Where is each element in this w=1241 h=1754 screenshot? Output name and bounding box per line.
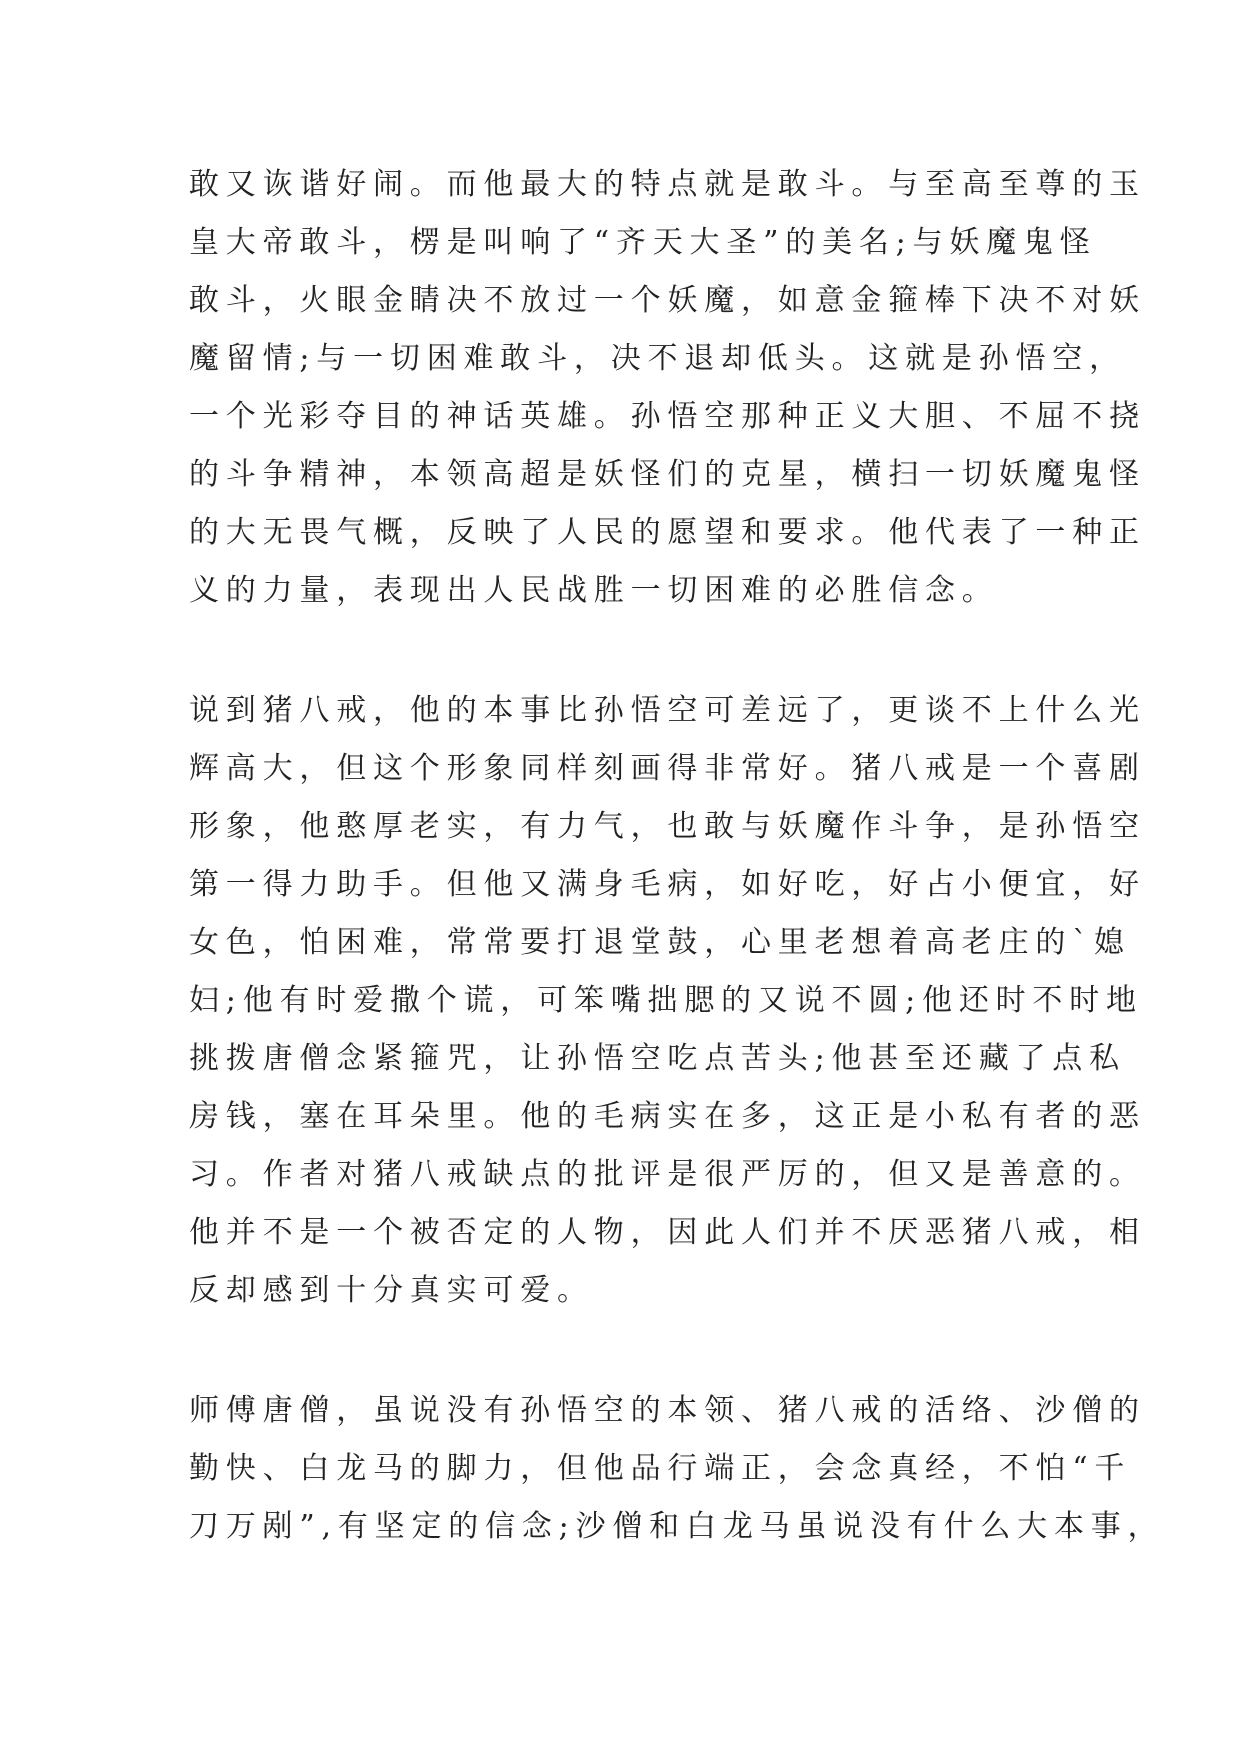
- text-line: 房钱，塞在耳朵里。他的毛病实在多，这正是小私有者的恶: [189, 1099, 1146, 1134]
- text-line: 一个光彩夺目的神话英雄。孙悟空那种正义大胆、不屈不挠: [189, 399, 1146, 434]
- text-line: 第一得力助手。但他又满身毛病，如好吃，好占小便宜，好: [189, 867, 1146, 902]
- text-line: 刀万剐”,有坚定的信念;沙僧和白龙马虽说没有什么大本事，: [189, 1509, 1165, 1544]
- text-line: 义的力量，表现出人民战胜一切困难的必胜信念。: [189, 573, 999, 608]
- text-line: 他并不是一个被否定的人物，因此人们并不厌恶猪八戒，相: [189, 1215, 1146, 1250]
- text-line: 形象，他憨厚老实，有力气，也敢与妖魔作斗争，是孙悟空: [189, 809, 1146, 844]
- text-line: 习。作者对猪八戒缺点的批评是很严厉的，但又是善意的。: [189, 1157, 1146, 1192]
- text-line: 妇;他有时爱撒个谎，可笨嘴拙腮的又说不圆;他还时不时地: [189, 983, 1143, 1018]
- text-line: 敢又诙谐好闹。而他最大的特点就是敢斗。与至高至尊的玉: [189, 167, 1146, 202]
- text-line: 辉高大，但这个形象同样刻画得非常好。猪八戒是一个喜剧: [189, 751, 1146, 786]
- text-line: 勤快、白龙马的脚力，但他品行端正，会念真经，不怕“千: [189, 1451, 1132, 1486]
- text-line: 魔留情;与一切困难敢斗，决不退却低头。这就是孙悟空，: [189, 341, 1126, 376]
- text-line: 的大无畏气概，反映了人民的愿望和要求。他代表了一种正: [189, 515, 1146, 550]
- paragraph-tang-seng: [189, 1382, 1165, 1556]
- text-line: 师傅唐僧，虽说没有孙悟空的本领、猪八戒的活络、沙僧的: [189, 1393, 1146, 1428]
- text-line: 皇大帝敢斗，楞是叫响了“齐天大圣”的美名;与妖魔鬼怪: [189, 225, 1097, 260]
- paragraph-zhu-bajie: [189, 682, 1146, 1320]
- text-line: 反却感到十分真实可爱。: [189, 1273, 594, 1308]
- text-line: 女色，怕困难，常常要打退堂鼓，心里老想着高老庄的`媳: [189, 925, 1131, 960]
- text-line: 挑拨唐僧念紧箍咒，让孙悟空吃点苦头;他甚至还藏了点私: [189, 1041, 1126, 1076]
- paragraph-sun-wukong: [189, 156, 1146, 620]
- text-line: 说到猪八戒，他的本事比孙悟空可差远了，更谈不上什么光: [189, 693, 1146, 728]
- text-line: 敢斗，火眼金睛决不放过一个妖魔，如意金箍棒下决不对妖: [189, 283, 1146, 318]
- text-line: 的斗争精神，本领高超是妖怪们的克星，横扫一切妖魔鬼怪: [189, 457, 1146, 492]
